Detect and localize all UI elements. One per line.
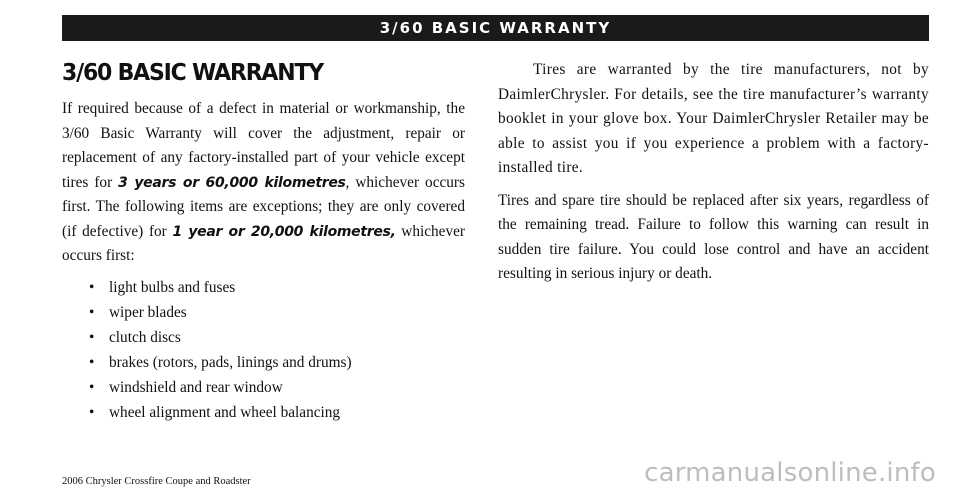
page-footer: 2006 Chrysler Crossfire Coupe and Roadster: [62, 476, 251, 487]
list-item: [89, 300, 465, 325]
section-heading: 3/60 BASIC WARRANTY: [62, 60, 324, 87]
list-item-text: brakes (rotors, pads, linings and drums): [109, 353, 352, 371]
bullet-icon: •: [89, 378, 95, 396]
right-column: [498, 58, 929, 295]
bullet-icon: •: [89, 328, 95, 346]
paragraph-text-1: If required because of a defect in material or workmanship, the 3/60 Basic Warranty will cover the adjustment, repair or replacement of any factory-installed part of your vehicle except tires for: [62, 100, 465, 191]
header-title: 3/60 BASIC WARRANTY: [379, 19, 612, 37]
list-item: [89, 325, 465, 350]
left-column: [62, 60, 465, 425]
list-item: [89, 275, 465, 300]
list-item-text: wheel alignment and wheel balancing: [109, 403, 341, 421]
warranty-paragraph: [62, 97, 465, 269]
list-item-text: clutch discs: [109, 328, 181, 346]
bullet-icon: •: [89, 303, 95, 321]
emphasis-3-years: 3 years or 60,000 kilometres: [118, 174, 346, 191]
page-header-bar: [62, 15, 929, 41]
paragraph-text-2: , whichever occurs first. The following items are exceptions; they are only covered (if defective) for: [62, 173, 465, 240]
bullet-icon: •: [89, 403, 95, 421]
bullet-icon: •: [89, 353, 95, 371]
tire-warranty-paragraph: Tires are warranted by the tire manufacturers, not by DaimlerChrysler. For details, see the tire manufacturer’s warranty booklet in your glove box. Your DaimlerChrysler Retailer may be able to assist you if you experience a problem with a factory-installed tire.: [498, 61, 929, 176]
bullet-icon: •: [89, 278, 95, 296]
list-item: [89, 375, 465, 400]
emphasis-1-year: 1 year or 20,000 kilometres,: [172, 223, 396, 240]
list-item-text: light bulbs and fuses: [109, 278, 236, 296]
tire-replacement-warning: Tires and spare tire should be replaced after six years, regardless of the remaining tread. Failure to follow this warning can result in sudden tire failure. You could lose control and have an accident resulting in serious injury or death.: [498, 191, 929, 282]
watermark-text: carmanualsonline.info: [644, 458, 936, 488]
list-item: [89, 350, 465, 375]
list-item-text: windshield and rear window: [109, 378, 283, 396]
list-item-text: wiper blades: [109, 303, 187, 321]
list-item: [89, 400, 465, 425]
paragraph-text-3: whichever occurs first:: [62, 222, 465, 264]
exceptions-list: [62, 275, 465, 425]
